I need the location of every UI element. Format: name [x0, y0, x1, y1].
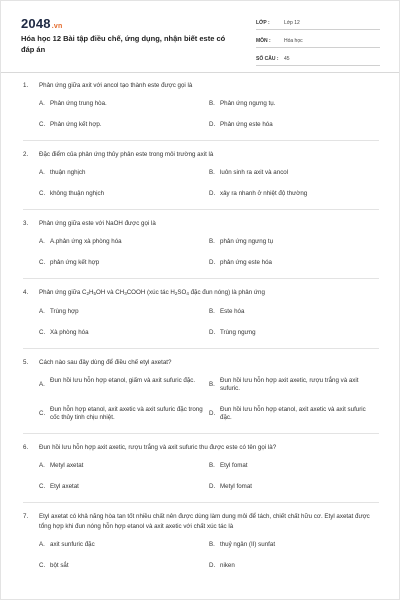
option-letter: C. — [39, 259, 46, 266]
option-text: Đun hồi lưu hỗn hợp etanol, giấm và axit sufuric đặc. — [50, 377, 196, 384]
option-text: A.phản ứng xà phòng hóa — [50, 238, 122, 245]
option-letter: C. — [39, 121, 46, 128]
option-text: niken — [220, 562, 235, 569]
question-number: 1. — [23, 82, 29, 89]
questions-list — [23, 81, 379, 570]
option-letter: D. — [209, 483, 216, 490]
question-item — [23, 219, 379, 267]
option-text: Este hóa — [220, 308, 245, 315]
option-text: Etyl axetat — [50, 483, 79, 490]
question-text: Etyl axetat có khả năng hòa tan tốt nhiều chất nên được dùng làm dung môi để tách, chiết chất hữu cơ. Etyl axetat được tổng hợp khi đun nóng hỗn hợp etanol và axit axetic với chất xúc tác là — [39, 513, 370, 530]
option-letter: D. — [209, 190, 216, 197]
question-divider — [23, 140, 379, 141]
question-item — [23, 443, 379, 491]
answer-option[interactable] — [209, 308, 379, 316]
formula-text: OH và CH — [96, 289, 125, 296]
question-item — [23, 81, 379, 129]
option-letter: B. — [209, 381, 215, 388]
answer-option[interactable] — [209, 238, 379, 246]
option-text: luôn sinh ra axit và ancol — [220, 169, 289, 176]
answer-option[interactable] — [39, 406, 209, 422]
answer-options — [23, 541, 379, 570]
meta-value: 45 — [284, 56, 290, 62]
option-text: thuận nghịch — [50, 169, 86, 176]
answer-option[interactable] — [39, 259, 209, 267]
question-text: Đặc điểm của phản ứng thủy phân este trong môi trường axit là — [39, 151, 214, 158]
meta-info — [256, 15, 380, 69]
answer-option[interactable] — [209, 462, 379, 470]
option-text: Etyl fomat — [220, 462, 248, 469]
question-number: 7. — [23, 513, 29, 520]
meta-label: MÔN : — [256, 38, 271, 44]
answer-options — [23, 238, 379, 267]
answer-option[interactable] — [209, 483, 379, 491]
formula-text: đặc đun nóng) là phản ứng — [188, 289, 265, 296]
answer-option[interactable] — [209, 259, 379, 267]
answer-option[interactable] — [209, 100, 379, 108]
meta-label: SỐ CÂU : — [256, 56, 279, 62]
answer-options — [23, 308, 379, 337]
option-text: axit sunfuric đặc — [50, 541, 95, 548]
formula-text: H — [89, 289, 94, 296]
question-number: 4. — [23, 289, 29, 296]
question-text-row — [23, 288, 379, 299]
answer-option[interactable] — [39, 308, 209, 316]
question-divider — [23, 278, 379, 279]
option-letter: B. — [209, 100, 215, 107]
subscript: 2 — [174, 291, 178, 296]
meta-row-class — [256, 15, 380, 30]
answer-options — [23, 377, 379, 422]
question-text — [39, 288, 379, 299]
answer-option[interactable] — [209, 121, 379, 129]
option-text: Metyl axetat — [50, 462, 84, 469]
page-title: Hóa học 12 Bài tập điều chế, ứng dụng, nhận biết este có đáp án — [21, 34, 226, 54]
option-letter: D. — [209, 410, 216, 417]
formula-text: COOH (xúc tác H — [126, 289, 175, 296]
option-text: Phản ứng este hóa — [220, 121, 273, 128]
question-item — [23, 512, 379, 570]
option-letter: D. — [209, 329, 216, 336]
answer-option[interactable] — [209, 562, 379, 570]
meta-value: Lớp 12 — [284, 20, 300, 26]
option-letter: A. — [39, 541, 45, 548]
question-text: Đun hồi lưu hỗn hợp axit axetic, rượu trắng và axit sufuric thu được este có tên gọi là? — [39, 444, 277, 451]
option-letter: C. — [39, 483, 46, 490]
option-letter: C. — [39, 329, 46, 336]
option-text: phản ứng kết hợp — [50, 259, 100, 266]
option-text: Trùng hợp — [50, 308, 79, 315]
question-text: Cách nào sau đây dùng để điều chế etyl axetat? — [39, 359, 172, 366]
question-text-row — [23, 81, 379, 91]
question-text-row — [23, 358, 379, 368]
question-item — [23, 288, 379, 337]
formula-text: Phản ứng giữa C — [39, 289, 87, 296]
meta-row-subject — [256, 33, 380, 48]
question-item — [23, 150, 379, 198]
answer-options — [23, 169, 379, 198]
answer-option[interactable] — [39, 329, 209, 337]
option-letter: D. — [209, 121, 216, 128]
answer-option[interactable] — [39, 100, 209, 108]
question-text-row — [23, 443, 379, 453]
answer-option[interactable] — [39, 190, 209, 198]
page-header — [1, 1, 399, 73]
subscript: 2 — [86, 291, 90, 296]
subscript: 5 — [93, 291, 96, 296]
question-item — [23, 358, 379, 422]
option-text: không thuận nghịch — [50, 190, 105, 197]
answer-option[interactable] — [209, 377, 379, 393]
option-letter: A. — [39, 381, 45, 388]
question-divider — [23, 348, 379, 349]
option-text: Phản ứng kết hợp. — [50, 121, 102, 128]
option-text: thuỷ ngân (II) sunfat — [220, 541, 276, 548]
answer-option[interactable] — [209, 169, 379, 177]
meta-value: Hóa học — [284, 38, 303, 44]
meta-row-count — [256, 51, 380, 66]
question-text-row — [23, 512, 379, 532]
option-letter: C. — [39, 562, 46, 569]
option-letter: A. — [39, 462, 45, 469]
option-text: bột sắt — [50, 562, 69, 569]
question-number: 5. — [23, 359, 29, 366]
option-letter: D. — [209, 259, 216, 266]
option-letter: B. — [209, 462, 215, 469]
answer-option[interactable] — [39, 483, 209, 491]
option-text: phản ứng este hóa — [220, 259, 272, 266]
answer-option[interactable] — [209, 541, 379, 549]
question-divider — [23, 433, 379, 434]
subscript: 4 — [186, 291, 189, 296]
option-text: Phản ứng ngưng tụ. — [220, 100, 276, 107]
answer-option[interactable] — [209, 190, 379, 198]
question-text: Phản ứng giữa axit với ancol tạo thành este được gọi là — [39, 82, 193, 89]
option-letter: B. — [209, 308, 215, 315]
question-number: 2. — [23, 151, 29, 158]
logo-main: 2048 — [21, 16, 51, 31]
answer-option[interactable] — [209, 329, 379, 337]
answer-option[interactable] — [39, 562, 209, 570]
site-logo[interactable] — [21, 16, 62, 31]
option-text: Xà phòng hóa — [50, 329, 89, 336]
option-letter: A. — [39, 169, 45, 176]
option-letter: D. — [209, 562, 216, 569]
answer-options — [23, 100, 379, 129]
option-text: Metyl fomat — [220, 483, 252, 490]
option-text: xảy ra nhanh ở nhiệt độ thường — [220, 190, 308, 197]
question-text: Phản ứng giữa este với NaOH được gọi là — [39, 220, 156, 227]
question-divider — [23, 209, 379, 210]
option-letter: A. — [39, 308, 45, 315]
question-divider — [23, 502, 379, 503]
meta-label: LỚP : — [256, 20, 270, 26]
option-letter: B. — [209, 169, 215, 176]
option-letter: C. — [39, 410, 46, 417]
question-text-row — [23, 219, 379, 229]
option-text: Đun hỗn hợp etanol, axit axetic và axit sufuric đặc trong cốc thủy tinh chịu nhiệt. — [50, 406, 203, 421]
answer-option[interactable] — [39, 169, 209, 177]
answer-option[interactable] — [39, 238, 209, 246]
option-text: Đun hồi lưu hỗn hợp axit axetic, rượu trắng và axit sufuric. — [220, 377, 359, 392]
option-letter: B. — [209, 541, 215, 548]
answer-option[interactable] — [39, 462, 209, 470]
answer-option[interactable] — [39, 377, 209, 393]
option-letter: B. — [209, 238, 215, 245]
answer-options — [23, 462, 379, 491]
question-number: 3. — [23, 220, 29, 227]
option-text: Trùng ngưng — [220, 329, 256, 336]
answer-option[interactable] — [209, 406, 379, 422]
option-letter: A. — [39, 238, 45, 245]
option-text: phản ứng ngưng tụ — [220, 238, 274, 245]
subscript: 3 — [124, 291, 127, 296]
option-letter: C. — [39, 190, 46, 197]
logo-suffix: .vn — [51, 23, 63, 30]
option-text: Đun hồi lưu hỗn hợp etanol, axit axetic và axit sufuric đặc. — [220, 406, 366, 421]
option-text: Phản ứng trung hòa. — [50, 100, 107, 107]
answer-option[interactable] — [39, 121, 209, 129]
question-text-row — [23, 150, 379, 160]
option-letter: A. — [39, 100, 45, 107]
answer-option[interactable] — [39, 541, 209, 549]
question-number: 6. — [23, 444, 29, 451]
formula-text: SO — [177, 289, 187, 296]
